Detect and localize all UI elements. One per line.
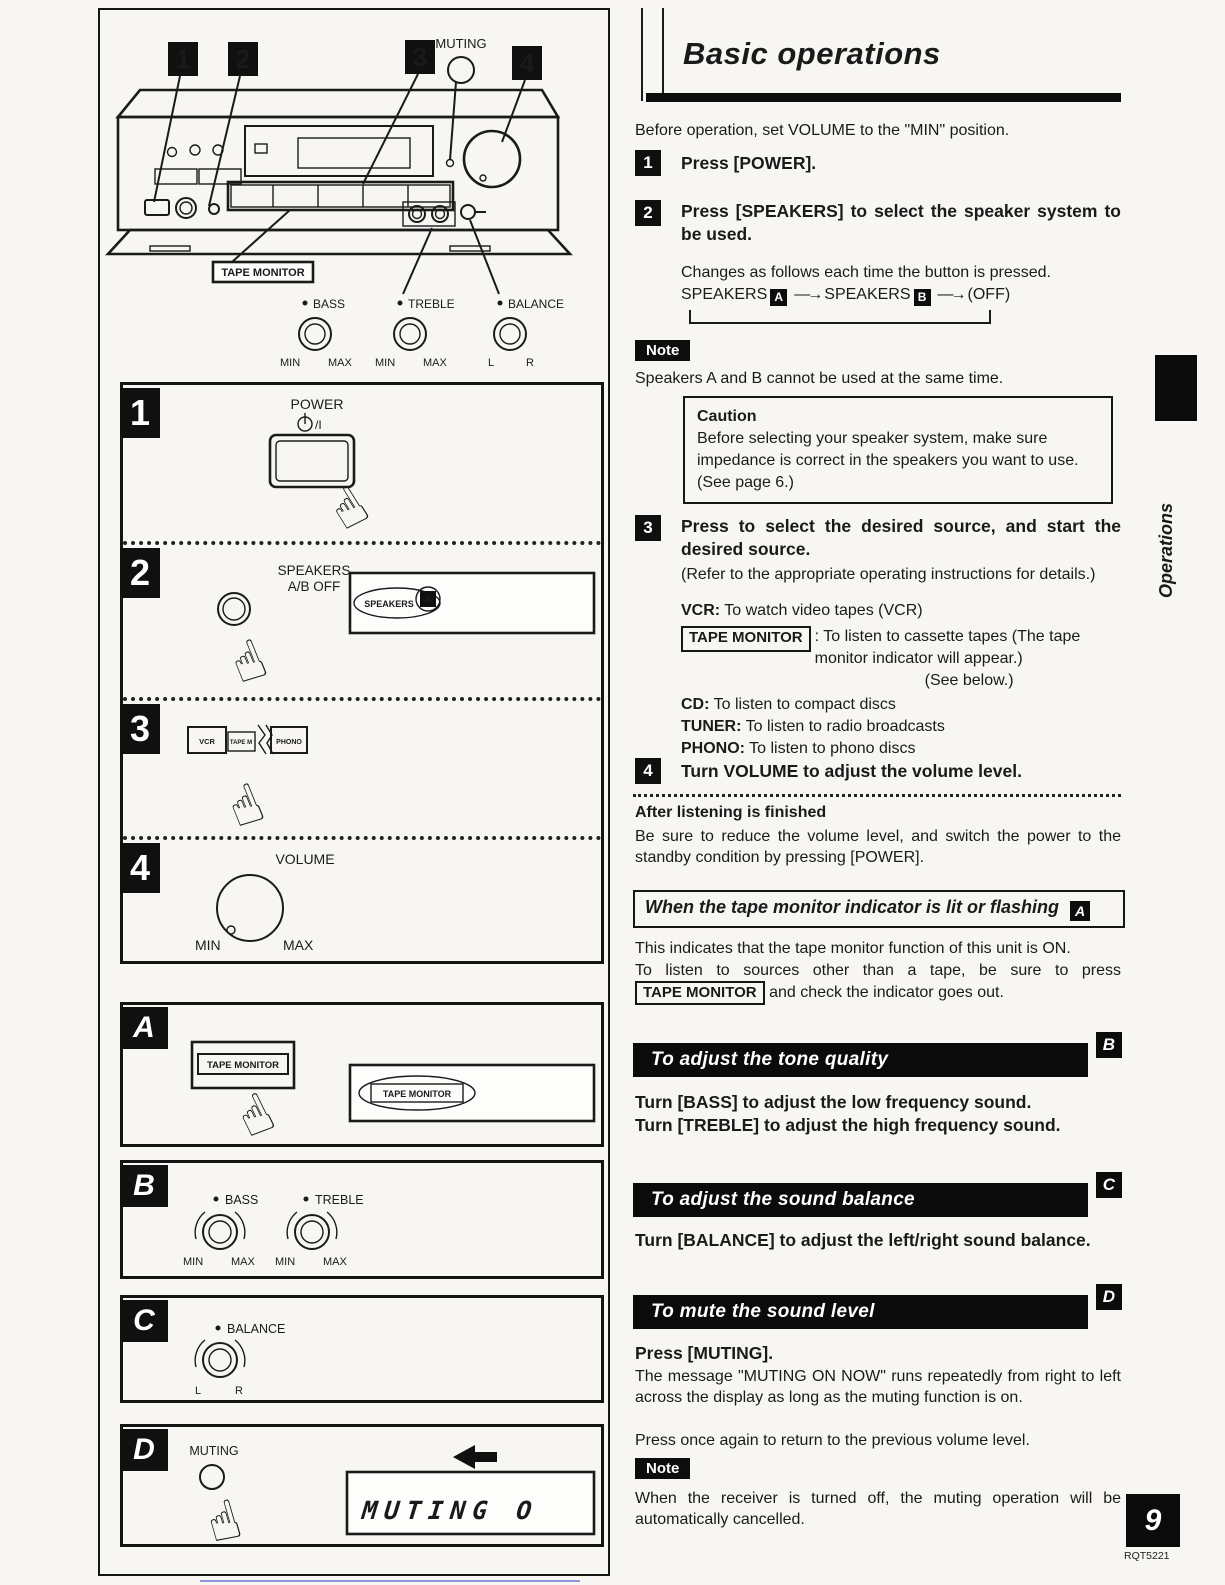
step2-row — [635, 200, 1123, 246]
tape-monitor-lit-body1: This indicates that the tape monitor function of this unit is ON. — [635, 940, 1071, 957]
sequence-loop-line — [689, 310, 991, 324]
step4-badge: 4 — [120, 843, 160, 893]
step1-row — [635, 150, 1123, 176]
step1-illustration — [123, 385, 601, 537]
step4-number: 4 — [635, 758, 661, 784]
step2-panel — [123, 541, 601, 697]
scroll-direction-arrow-icon — [453, 1445, 497, 1469]
after-title: After listening is finished — [635, 804, 827, 821]
seq-badge-a: A — [770, 289, 787, 306]
step2-illustration — [123, 545, 601, 695]
source-vcr-desc: To watch video tapes (VCR) — [724, 602, 923, 619]
step2-badge: 2 — [120, 548, 160, 598]
mute-body: The message "MUTING ON NOW" runs repeatedly from right to left across the display as long as the muting function is on. — [635, 1368, 1121, 1406]
step3-text: Press to select the desired source, and start the desired source. — [681, 516, 1121, 559]
panel-b-badge: B — [120, 1165, 168, 1207]
volume-label: VOLUME — [275, 851, 335, 867]
balance-section-title: To adjust the sound balance — [651, 1189, 915, 1210]
source-vcr-label: VCR: — [681, 602, 721, 619]
step4-row — [635, 758, 1123, 784]
step1-panel — [123, 385, 601, 541]
volume-min: MIN — [195, 937, 221, 953]
bass-max: MAX — [231, 1256, 255, 1268]
after-body: Be sure to reduce the volume level, and switch the power to the standby condition by pressing [POWER]. — [635, 828, 1121, 866]
source-cd-desc: To listen to compact discs — [713, 696, 896, 713]
volume-knob-icon — [464, 131, 520, 187]
panel-b-illustration — [123, 1163, 601, 1276]
balance-r: R — [235, 1385, 243, 1397]
ref-badge-c: C — [1096, 1172, 1122, 1198]
note2-badge-wrap — [635, 1458, 690, 1479]
receiver-front-panel-diagram — [100, 22, 606, 380]
pointing-hand-icon: ☝ — [199, 1486, 249, 1544]
seq-arrow2: —→ — [937, 286, 964, 303]
muting-label: MUTING — [435, 36, 487, 51]
pointing-hand-icon: ☝ — [318, 472, 380, 537]
mute-section-title: To mute the sound level — [651, 1301, 875, 1322]
ref-badge-a: A — [1070, 901, 1090, 921]
note-badge: Note — [635, 340, 690, 361]
mute-press: Press [MUTING]. — [635, 1343, 774, 1363]
display-tape-monitor-indicator: TAPE MONITOR — [382, 1089, 452, 1099]
source-tuner-desc: To listen to radio broadcasts — [745, 718, 945, 735]
callout-3: 3 — [412, 42, 428, 72]
step3-badge: 3 — [120, 704, 160, 754]
source-tape-monitor-see: (See below.) — [924, 672, 1014, 689]
ref-badge-d: D — [1096, 1284, 1122, 1310]
step2-text: Press [SPEAKERS] to select the speaker system to be used. — [681, 201, 1121, 244]
caution-see: (See page 6.) — [697, 474, 794, 491]
seq-arrow1: —→ — [794, 286, 821, 303]
tone-line2: Turn [TREBLE] to adjust the high frequency sound. — [635, 1115, 1061, 1135]
step4-illustration — [123, 840, 601, 959]
muting-button-icon — [448, 57, 474, 83]
panel-a-badge: A — [120, 1007, 168, 1049]
bass-label: BASS — [313, 297, 346, 311]
power-button-icon — [145, 200, 169, 215]
ab-off-label: A/B OFF — [287, 579, 341, 594]
changes-text: Changes as follows each time the button is pressed. — [681, 264, 1051, 281]
note-badge: Note — [635, 1458, 690, 1479]
body2-post: and check the indicator goes out. — [769, 984, 1004, 1001]
body2-pre: To listen to sources other than a tape, be sure to press — [635, 962, 1121, 979]
treble-max: MAX — [323, 1256, 347, 1268]
source-tape-monitor-desc — [815, 626, 1095, 692]
panel-d — [120, 1424, 604, 1547]
speakers-label: SPEAKERS — [277, 563, 351, 578]
header-rule-inner — [662, 8, 664, 93]
balance-l: L — [195, 1385, 202, 1397]
torn-edge — [258, 725, 266, 754]
text-column — [633, 8, 1123, 1578]
tone-line1: Turn [BASS] to adjust the low frequency sound. — [635, 1092, 1032, 1112]
pointing-hand-icon: ☝ — [221, 626, 276, 695]
section-tab-label: Operations — [1156, 502, 1176, 598]
volume-max: MAX — [283, 937, 314, 953]
note1-badge-wrap — [635, 340, 690, 361]
tape-monitor-button-label: TAPE MONITOR — [207, 1060, 279, 1071]
caution-body: Before selecting your speaker system, make sure impedance is correct in the speakers you want to use. — [697, 430, 1079, 469]
mute-section-bar — [633, 1287, 1116, 1329]
treble-label: TREBLE — [408, 297, 455, 311]
section-tab-block — [1155, 355, 1197, 421]
step1-text: Press [POWER]. — [681, 153, 817, 173]
treble-min: MIN — [275, 1256, 296, 1268]
source-tuner — [681, 716, 1121, 738]
display-speaker-a-indicator: A — [424, 594, 432, 606]
step3-refer: (Refer to the appropriate operating instructions for details.) — [681, 566, 1096, 583]
source-phono-desc: To listen to phono discs — [749, 740, 916, 757]
pointing-hand-icon: ☝ — [218, 770, 273, 834]
note2-text: When the receiver is turned off, the muting operation will be automatically cancelled. — [635, 1490, 1121, 1528]
source-tape-monitor — [681, 626, 1121, 692]
page-number-badge: 9 — [1126, 1494, 1180, 1547]
source-tape-monitor-button: TAPE MONITOR — [681, 626, 811, 652]
tape-button-label: TAPE M — [229, 740, 253, 746]
source-vcr — [681, 600, 1121, 622]
muting-button-label: MUTING — [189, 1444, 239, 1458]
model-code: RQT5221 — [1124, 1550, 1170, 1562]
callout-1: 1 — [175, 44, 191, 74]
panel-a-illustration — [123, 1005, 601, 1144]
panel-d-badge: D — [120, 1429, 168, 1471]
panel-b — [120, 1160, 604, 1279]
source-phono-label: PHONO: — [681, 740, 745, 757]
intro-text: Before operation, set VOLUME to the "MIN" position. — [635, 122, 1010, 139]
treble-max: MAX — [423, 357, 447, 369]
panel-a — [120, 1002, 604, 1147]
panel-c-illustration — [123, 1298, 601, 1400]
header-rule-outer — [641, 8, 643, 101]
panel-c — [120, 1295, 604, 1403]
seq-badge-b: B — [914, 289, 931, 306]
dotted-divider — [633, 794, 1121, 797]
bass-min: MIN — [183, 1256, 204, 1268]
header-underline-bar — [646, 93, 1121, 102]
treble-min: MIN — [375, 357, 396, 369]
vcr-button-label: VCR — [199, 737, 215, 746]
power-switch-label: /I — [315, 418, 322, 432]
illustration-column — [98, 8, 610, 1576]
scan-artifact-line — [200, 1580, 580, 1582]
step3-row — [635, 515, 1123, 561]
step1-badge: 1 — [120, 388, 160, 438]
step3-illustration — [123, 701, 601, 834]
steps-panel — [120, 382, 604, 964]
balance-knob-label: BALANCE — [227, 1322, 286, 1336]
step3-panel — [123, 697, 601, 836]
caution-box — [683, 396, 1113, 504]
source-cd — [681, 694, 1121, 716]
step3-number: 3 — [635, 515, 661, 541]
display-speakers-indicator: SPEAKERS — [364, 599, 414, 609]
step1-number: 1 — [635, 150, 661, 176]
bass-knob-label: BASS — [225, 1193, 259, 1207]
step4-panel — [123, 836, 601, 961]
callout-4: 4 — [519, 48, 535, 78]
source-tape-monitor-desc-text: : To listen to cassette tapes (The tape monitor indicator will appear.) — [814, 628, 1081, 667]
speakers-sequence — [681, 286, 1010, 306]
tone-section-title: To adjust the tone quality — [651, 1049, 889, 1070]
step4-text: Turn VOLUME to adjust the volume level. — [681, 761, 1022, 781]
ref-badge-b: B — [1096, 1032, 1122, 1058]
pointing-hand-icon: ☝ — [226, 1080, 285, 1144]
seq-off: (OFF) — [967, 286, 1011, 303]
source-cd-label: CD: — [681, 696, 710, 713]
tape-monitor-callout-label: TAPE MONITOR — [221, 267, 305, 279]
page-title: Basic operations — [683, 36, 941, 71]
panel-c-badge: C — [120, 1300, 168, 1342]
bass-min: MIN — [280, 357, 301, 369]
treble-knob-label: TREBLE — [315, 1193, 364, 1207]
balance-section-bar — [633, 1175, 1116, 1217]
standby-icon — [298, 413, 312, 431]
power-label: POWER — [290, 396, 344, 412]
seq-speakers2: SPEAKERS — [824, 286, 911, 303]
tone-section-bar — [633, 1035, 1116, 1077]
tape-monitor-lit-title: When the tape monitor indicator is lit or flashing — [645, 897, 1060, 917]
balance-label: BALANCE — [508, 297, 565, 311]
mute-again: Press once again to return to the previous volume level. — [635, 1432, 1030, 1449]
source-phono — [681, 738, 1121, 760]
caution-title: Caution — [697, 408, 757, 425]
seq-speakers1: SPEAKERS — [681, 286, 768, 303]
note1-text: Speakers A and B cannot be used at the same time. — [635, 370, 1004, 387]
step2-number: 2 — [635, 200, 661, 226]
tape-monitor-lit-body2 — [635, 960, 1121, 1005]
panel-d-illustration — [123, 1427, 601, 1544]
tape-monitor-lit-header — [633, 890, 1125, 928]
bass-max: MAX — [328, 357, 352, 369]
source-list — [681, 600, 1121, 760]
balance-line1: Turn [BALANCE] to adjust the left/right sound balance. — [635, 1230, 1091, 1250]
tape-monitor-inline-button: TAPE MONITOR — [635, 981, 765, 1005]
balance-l: L — [488, 357, 495, 369]
callout-2: 2 — [235, 44, 251, 74]
source-tuner-label: TUNER: — [681, 718, 742, 735]
display-muting-text: MUTING O — [360, 1496, 541, 1525]
phono-button-label: PHONO — [276, 739, 302, 746]
balance-r: R — [526, 357, 534, 369]
